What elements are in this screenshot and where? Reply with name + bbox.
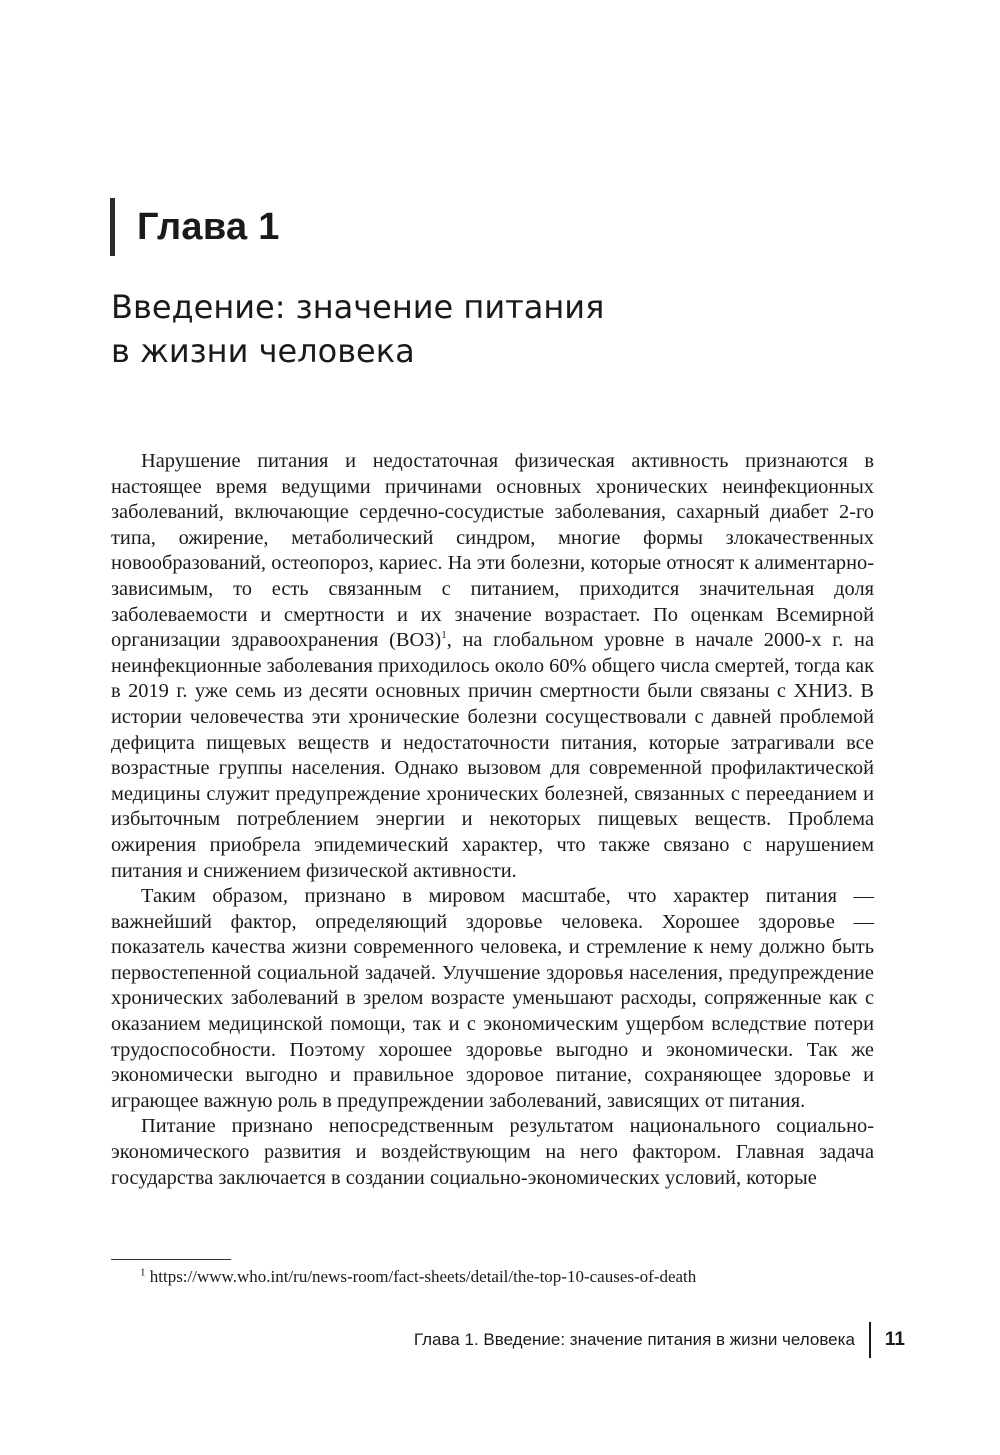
footer-divider-bar (869, 1322, 871, 1358)
chapter-label: Глава 1 (137, 205, 280, 248)
running-footer (414, 1322, 905, 1358)
paragraph-2: Таким образом, признано в мировом масштабе, что характер питания — важнейший фактор, определяющий здоровье человека. Хорошее здоровье — показатель качества жизни современного человека, и стремление к нему должно быть первостепенной социальной задачей. Улучшение здоровья населения, предупреждение хронических заболеваний в зрелом возрасте уменьшают расходы, сопряженные как с оказанием медицинской помощи, так и с экономическим ущербом вследствие потери трудоспособности. Поэтому хорошее здоровье выгодно и экономически. Так же экономически выгодно и правильное здоровое питание, сохраняющее здоровье и играющее важную роль в предупреждении заболеваний, зависящих от питания. (111, 885, 874, 1112)
footnote-marker: 1 (140, 1266, 146, 1279)
running-title: Глава 1. Введение: значение питания в жизни человека (413, 1330, 855, 1349)
paragraph-3: Питание признано непосредственным результатом национального социально-экономического развития и воздействующим на него фактором. Главная задача государства заключается в создании социально-экономических условий, которые (111, 1115, 874, 1189)
chapter-title-line-1: Введение: значение питания (111, 288, 605, 326)
paragraph-1 (111, 449, 874, 884)
chapter-title (111, 285, 811, 373)
paragraph-1-text-a: Нарушение питания и недостаточная физическая активность признаются в настоящее время ведущими причинами основных хронических неинфекционных заболеваний, включающие сердечно-сосудистые заболевания, сахарный диабет 2-го типа, ожирение, метаболический синдром, многие формы злокачественных новообразований, остеопороз, кариес. На эти болезни, которые относят к алиментарно-зависимым, то есть связанным с питанием, приходится значительная доля заболеваемости и смертности и их значение возрастает. По оценкам Всемирной организации здравоохранения (ВОЗ) (111, 450, 874, 652)
footnote-link[interactable]: https://www.who.int/ru/news-room/fact-sheets/detail/the-top-10-causes-of-death (149, 1267, 697, 1286)
footnote-reference[interactable]: 1 (441, 629, 447, 642)
page-number: 11 (884, 1329, 905, 1350)
footnote-divider (111, 1259, 231, 1260)
paragraph-1-text-b: , на глобальном уровне в начале 2000-х г. на неинфекционные заболевания приходилось около 60% общего числа смертей, тогда как в 2019 г. уже семь из десяти основных причин смертности были связаны с ХНИЗ. В истории человечества эти хронические болезни сосуществовали с давней проблемой дефицита пищевых веществ и недостаточности питания, которые затрагивали все возрастные группы населения. Однако вызовом для современной профилактической медицины служит предупреждение хронических болезней, связанных с перееданием и избыточным потреблением энергии и некоторых пищевых веществ. Проблема ожирения приобрела эпидемический характер, что также связано с нарушением питания и снижением физической активности. (111, 629, 874, 882)
chapter-accent-bar (110, 198, 115, 256)
chapter-heading (110, 198, 280, 256)
body-text (111, 449, 874, 1191)
chapter-title-line-2: в жизни человека (111, 332, 415, 370)
footnote (140, 1266, 880, 1288)
